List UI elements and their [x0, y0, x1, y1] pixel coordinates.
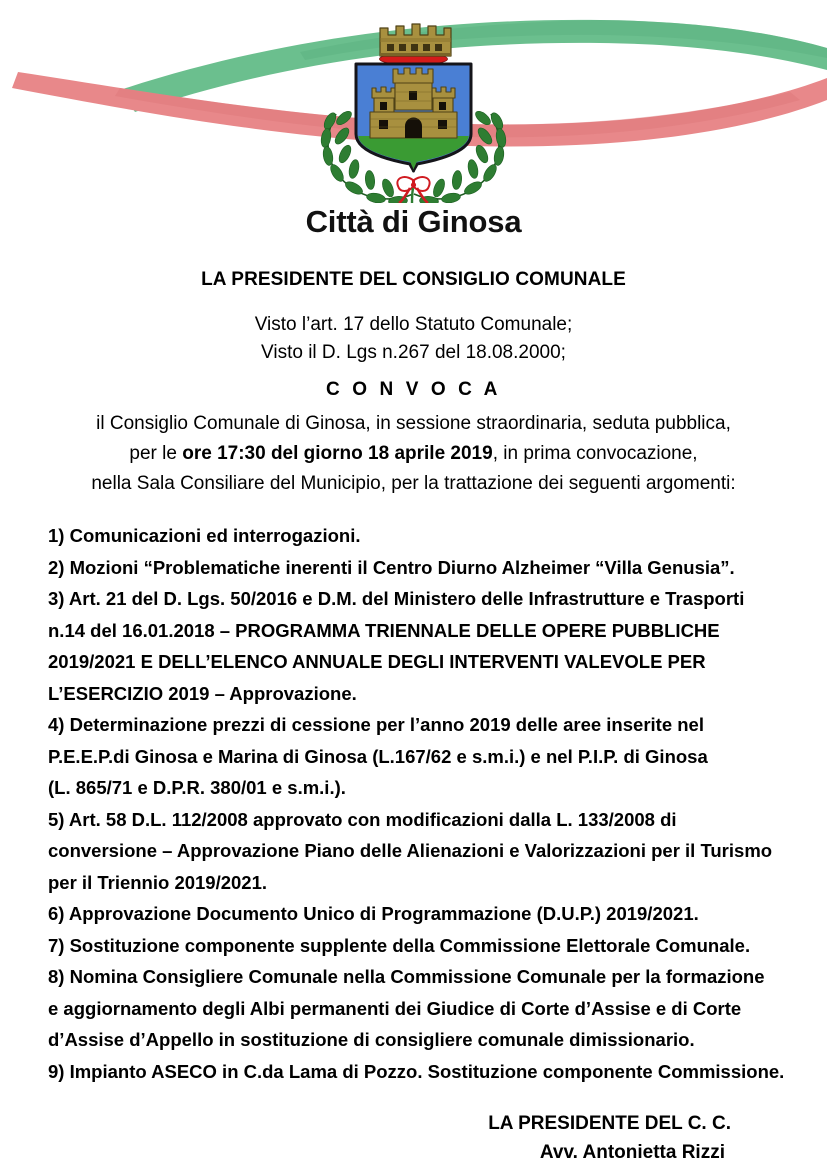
agenda-item-line: e aggiornamento degli Albi permanenti dei Giudice di Corte d’Assise e di Corte: [48, 997, 742, 1019]
office-title: LA PRESIDENTE DEL CONSIGLIO COMUNALE: [201, 269, 626, 290]
session-datetime: ore 17:30 del giorno 18 aprile 2019: [182, 443, 493, 464]
agenda-item-1: [48, 520, 783, 552]
premise-line-2: Visto il D. Lgs n.267 del 18.08.2000;: [261, 342, 566, 363]
session-line-1: il Consiglio Comunale di Ginosa, in sessione straordinaria, seduta pubblica,: [96, 413, 731, 434]
agenda-item-line: 9) Impianto ASECO in C.da Lama di Pozzo. Sostituzione componente Commissione.: [48, 1060, 785, 1082]
mural-crown-icon: [380, 24, 452, 65]
agenda-item-7: [48, 930, 783, 962]
agenda-item-2: [48, 552, 783, 584]
agenda-item-line: L’ESERCIZIO 2019 – Approvazione.: [48, 682, 357, 704]
agenda-item-6: [48, 898, 783, 930]
agenda-item-line: 4) Determinazione prezzi di cessione per l’anno 2019 delle aree inserite nel: [48, 714, 704, 735]
session-line-2-suffix: , in prima convocazione,: [492, 443, 698, 464]
agenda-item-line: 2019/2021 E DELL’ELENCO ANNUALE DEGLI INTERVENTI VALEVOLE PER: [48, 651, 706, 672]
agenda-item-line: conversione – Approvazione Piano delle Alienazioni e Valorizzazioni per il Turismo: [48, 840, 773, 861]
page-title: Città di Ginosa: [305, 204, 522, 239]
session-line-2: [40, 439, 787, 469]
agenda-item-line: d’Assise d’Appello in sostituzione di consigliere comunale dimissionario.: [48, 1029, 695, 1050]
agenda-item-4: [48, 709, 783, 804]
agenda-item-line: n.14 del 16.01.2018 – PROGRAMMA TRIENNALE DELLE OPERE PUBBLICHE: [48, 619, 720, 641]
agenda-item-line: 8) Nomina Consigliere Comunale nella Commissione Comunale per la formazione: [48, 966, 765, 987]
signature-role: LA PRESIDENTE DEL C. C.: [488, 1113, 731, 1134]
agenda-item-line: P.E.E.P.di Ginosa e Marina di Ginosa (L.167/62 e s.m.i.) e nel P.I.P. di Ginosa: [48, 745, 708, 767]
agenda-list: [40, 520, 787, 1087]
premise-line-1: Visto l’art. 17 dello Statuto Comunale;: [254, 314, 573, 335]
notice-body: [0, 268, 827, 1167]
agenda-item-3: [48, 583, 783, 709]
premise-block: [40, 311, 787, 367]
session-block: [40, 409, 787, 499]
agenda-item-line: 2) Mozioni “Problematiche inerenti il Centro Diurno Alzheimer “Villa Genusia”.: [48, 556, 735, 578]
agenda-item-line: per il Triennio 2019/2021.: [48, 871, 268, 893]
masthead: [0, 0, 827, 252]
session-line-2-prefix: per le: [129, 443, 183, 464]
agenda-item-line: 1) Comunicazioni ed interrogazioni.: [48, 525, 361, 546]
agenda-item-8: [48, 961, 783, 1056]
agenda-item-5: [48, 804, 783, 899]
agenda-item-9: [48, 1056, 783, 1088]
agenda-item-line: 6) Approvazione Documento Unico di Programmazione (D.U.P.) 2019/2021.: [48, 903, 699, 924]
signature-block: [40, 1109, 787, 1167]
agenda-item-line: 3) Art. 21 del D. Lgs. 50/2016 e D.M. del Ministero delle Infrastrutture e Trasporti: [48, 588, 745, 609]
convoca-heading: C O N V O C A: [326, 379, 501, 400]
agenda-item-line: 5) Art. 58 D.L. 112/2008 approvato con modificazioni dalla L. 133/2008 di: [48, 808, 677, 830]
tricolor-bow-icon: [397, 177, 429, 203]
agenda-item-line: (L. 865/71 e D.P.R. 380/01 e s.m.i.).: [48, 777, 346, 798]
signature-name: Avv. Antonietta Rizzi: [539, 1142, 725, 1163]
castle-shield-icon: [356, 64, 471, 171]
agenda-item-line: 7) Sostituzione componente supplente della Commissione Elettorale Comunale.: [48, 934, 751, 956]
session-line-3: nella Sala Consiliare del Municipio, per la trattazione dei seguenti argomenti:: [91, 473, 736, 494]
coat-of-arms: [292, 8, 535, 203]
